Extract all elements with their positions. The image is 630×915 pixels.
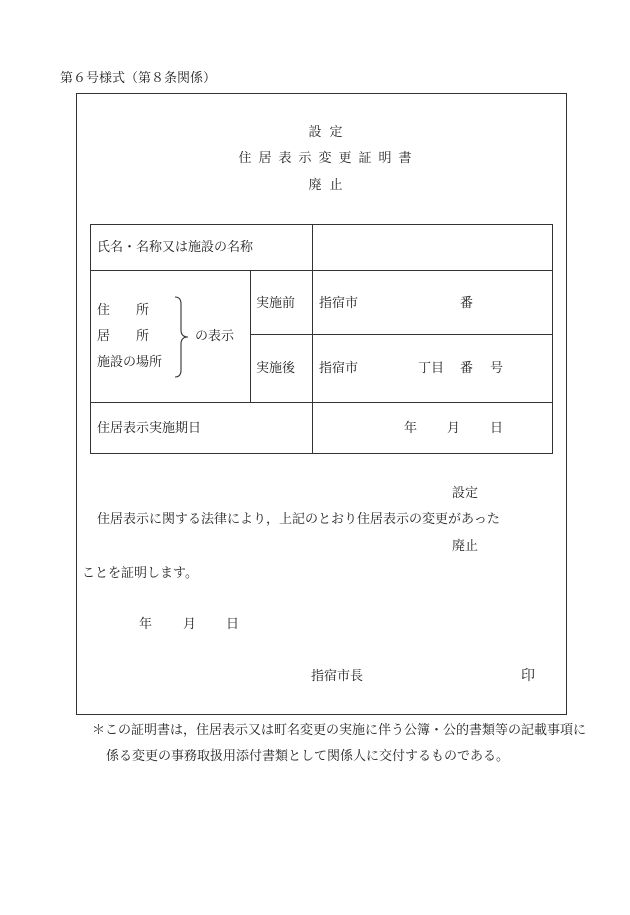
table-rule [312,224,313,454]
date-label: 住居表示実施期日 [97,421,202,436]
address-suffix: の表示 [195,329,235,344]
title-option-set: 設定 [308,125,351,140]
signer: 指宿市長 [311,669,364,684]
table-rule [90,270,553,271]
body-main-line: 住居表示に関する法律により，上記のとおり住居表示の変更があった [97,512,500,527]
before-label: 実施前 [256,296,296,311]
table-rule [250,270,251,402]
after-label: 実施後 [256,361,296,376]
date-day: 日 [490,421,504,436]
issue-day: 日 [226,617,240,632]
footnote-line-1: ＊この証明書は，住居表示又は町名変更の実施に伴う公簿・公的書類等の記載事項に [92,723,587,738]
footnote-line-2: 係る変更の事務取扱用添付書類として関係人に交付するものである。 [106,749,510,764]
table-rule [90,402,553,403]
certificate-title: 住居表示変更証明書 [238,151,419,166]
seal-mark: 印 [521,668,535,684]
address-label-facility: 施設の場所 [97,355,163,370]
address-label-kyosho: 居 所 [97,329,150,344]
body-option-set: 設定 [452,486,479,501]
name-label: 氏名・名称又は施設の名称 [97,240,254,255]
form-number: 第６号様式（第８条関係） [60,71,217,86]
after-go: 号 [490,361,504,376]
after-city: 指宿市 [319,361,359,376]
issue-year: 年 [139,617,153,632]
issue-month: 月 [183,617,197,632]
body-closing: ことを証明します。 [82,566,198,581]
after-chome: 丁目 [418,361,445,376]
date-year: 年 [404,421,418,436]
date-month: 月 [447,421,461,436]
table-rule [250,334,553,335]
before-ban: 番 [460,296,474,311]
certificate-table [90,224,553,454]
address-label-jusho: 住 所 [97,303,150,318]
after-ban: 番 [460,361,474,376]
right-brace-icon [173,296,191,378]
before-city: 指宿市 [319,296,359,311]
body-option-abolish: 廃止 [452,539,479,554]
title-option-abolish: 廃止 [308,178,351,193]
